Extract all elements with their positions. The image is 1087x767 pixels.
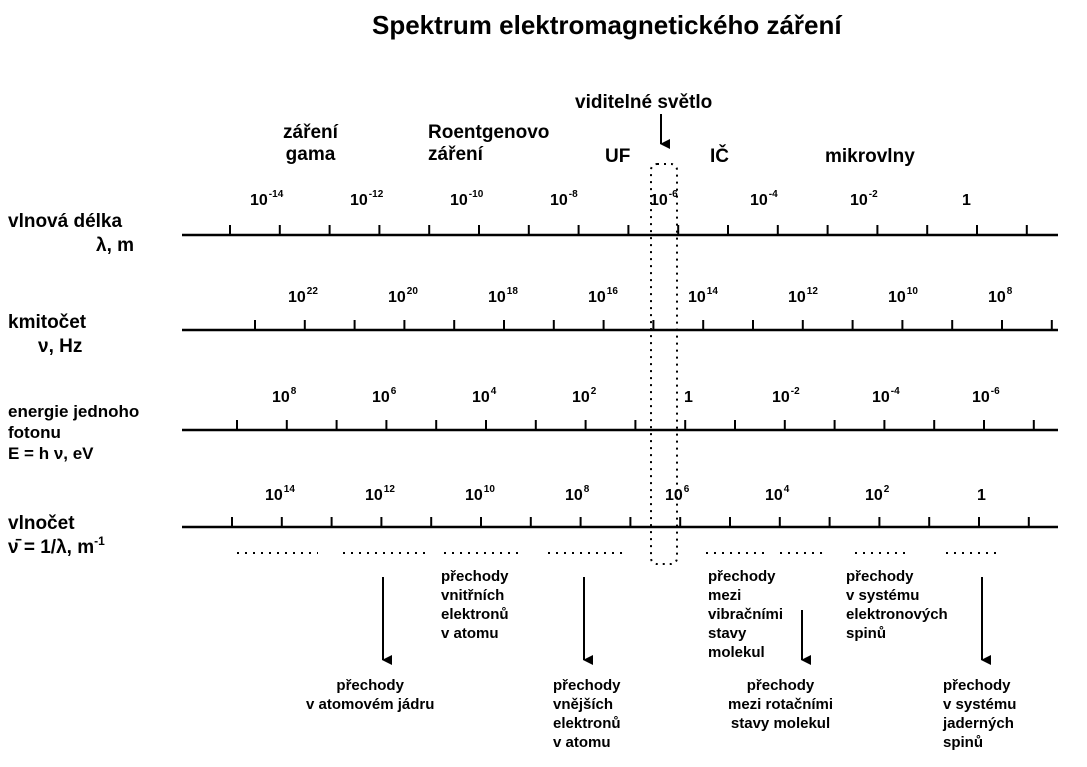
frequency-tick-base: 10: [288, 289, 306, 306]
wavenumber-tick-base: 10: [665, 487, 683, 504]
region-microwave: mikrovlny: [825, 146, 915, 167]
transition-inner-electrons: [441, 567, 509, 643]
energy-tick-exp: 2: [590, 386, 597, 397]
transition-inner-electrons-l2: vnitřních: [441, 587, 505, 604]
transition-outer-electrons-l2: vnějších: [553, 696, 614, 713]
frequency-tick-base: 10: [688, 289, 706, 306]
wavenumber-tick-label: [265, 484, 295, 504]
frequency-tick-label: [288, 286, 318, 306]
wavenumber-tick-exp: 12: [383, 484, 395, 495]
transition-inner-electrons-l1: přechody: [441, 568, 509, 585]
wavelength-tick-exp: -8: [568, 189, 578, 200]
frequency-tick-exp: 22: [306, 286, 318, 297]
wavelength-tick-label: [550, 189, 578, 209]
wavelength-tick-label: [650, 189, 678, 209]
transition-nuclear-spins-l2: v systému: [943, 696, 1017, 713]
transition-vibrational-l5: molekul: [708, 644, 765, 661]
wavelength-tick-label: [250, 189, 284, 209]
wavelength-tick-base: 10: [350, 192, 368, 209]
label-wavelength: [8, 210, 134, 258]
wavelength-tick-exp: -6: [668, 189, 678, 200]
wavelength-tick-base: 10: [750, 192, 768, 209]
frequency-tick-label: [588, 286, 618, 306]
region-gamma-line1: záření: [283, 122, 338, 143]
wavenumber-tick-base: 1: [977, 487, 986, 504]
energy-tick-base: 10: [872, 389, 890, 406]
frequency-tick-label: [388, 286, 418, 306]
wavelength-tick-label: [962, 193, 971, 209]
frequency-tick-exp: 16: [606, 286, 618, 297]
label-frequency-line2: ν, Hz: [38, 336, 83, 357]
wavenumber-tick-label: [465, 484, 495, 504]
label-wavenumber: [8, 512, 105, 560]
energy-tick-base: 10: [972, 389, 990, 406]
transition-electron-spins: [846, 567, 948, 643]
energy-tick-label: [372, 386, 397, 406]
wavenumber-tick-exp: 2: [883, 484, 890, 495]
region-gamma: [283, 122, 338, 166]
energy-tick-exp: -2: [790, 386, 800, 397]
wavelength-tick-base: 10: [650, 192, 668, 209]
label-energy-line3: E = h ν, eV: [8, 444, 94, 463]
frequency-tick-exp: 20: [406, 286, 418, 297]
transition-nucleus-l2: v atomovém jádru: [306, 696, 435, 713]
label-wavenumber-line2: [8, 536, 105, 560]
transition-vibrational-l1: přechody: [708, 568, 776, 585]
transition-vibrational-l2: mezi: [708, 587, 742, 604]
visible-light-label: viditelné světlo: [575, 92, 713, 113]
transition-nuclear-spins-l1: přechody: [943, 677, 1011, 694]
wavelength-tick-label: [750, 189, 778, 209]
label-frequency: [8, 311, 86, 359]
wavenumber-tick-base: 10: [465, 487, 483, 504]
wavenumber-tick-label: [665, 484, 690, 504]
wavenumber-tick-exp: 8: [583, 484, 590, 495]
wavenumber-tick-exp: 6: [683, 484, 690, 495]
energy-tick-base: 10: [572, 389, 590, 406]
wavelength-tick-label: [450, 189, 484, 209]
wavenumber-tick-base: 10: [365, 487, 383, 504]
energy-tick-exp: 6: [390, 386, 397, 397]
label-wavelength-line2: λ, m: [96, 235, 135, 256]
frequency-tick-label: [988, 286, 1013, 306]
wavenumber-tick-label: [865, 484, 890, 504]
energy-tick-exp: -6: [990, 386, 1000, 397]
energy-tick-base: 10: [472, 389, 490, 406]
frequency-tick-base: 10: [488, 289, 506, 306]
diagram-title: Spektrum elektromagnetického záření: [372, 10, 842, 40]
wavenumber-tick-base: 10: [865, 487, 883, 504]
region-xray-line2: záření: [428, 144, 483, 165]
transition-rotational-l3: stavy molekul: [730, 715, 831, 732]
transition-rotational-l2: mezi rotačními: [728, 696, 834, 713]
energy-tick-base: 10: [772, 389, 790, 406]
wavenumber-tick-base: 10: [265, 487, 283, 504]
label-energy-line1: energie jednoho: [8, 402, 140, 421]
wavelength-tick-exp: -10: [468, 189, 484, 200]
wavenumber-tick-label: [365, 484, 395, 504]
visible-light-band: [651, 164, 677, 564]
energy-tick-label: [572, 386, 597, 406]
transition-electron-spins-l3: elektronových: [846, 606, 948, 623]
energy-tick-label: [772, 386, 800, 406]
transition-nuclear-spins-l3: jaderných: [943, 715, 1014, 732]
wavenumber-tick-label: [977, 488, 986, 504]
wavenumber-tick-base: 10: [765, 487, 783, 504]
wavenumber-tick-exp: 10: [483, 484, 495, 495]
wavelength-tick-exp: -4: [768, 189, 778, 200]
transition-nuclear-spins: [943, 676, 1016, 752]
energy-tick-label: [472, 386, 497, 406]
wavelength-tick-label: [850, 189, 878, 209]
frequency-tick-base: 10: [788, 289, 806, 306]
transition-electron-spins-l2: v systému: [846, 587, 920, 604]
frequency-tick-label: [688, 286, 718, 306]
transition-nucleus: [306, 676, 434, 714]
energy-tick-label: [684, 390, 693, 406]
energy-tick-label: [972, 386, 1000, 406]
transition-nuclear-spins-l4: spinů: [943, 734, 983, 751]
energy-tick-exp: -4: [890, 386, 900, 397]
region-xray-line1: Roentgenovo: [428, 122, 550, 143]
transition-electron-spins-l1: přechody: [846, 568, 914, 585]
label-wavelength-line1: vlnová délka: [8, 211, 123, 232]
region-uv: UF: [605, 146, 631, 167]
label-wavenumber-sup: -1: [94, 534, 105, 548]
transition-vibrational-l3: vibračními: [708, 606, 784, 623]
wavelength-tick-base: 10: [250, 192, 268, 209]
frequency-tick-exp: 14: [706, 286, 718, 297]
transition-inner-electrons-l3: elektronů: [441, 606, 509, 623]
wavelength-tick-base: 1: [962, 192, 971, 209]
transition-vibrational: [708, 567, 783, 662]
transition-vibrational-l4: stavy: [708, 625, 747, 642]
transition-rotational-l1: přechody: [746, 677, 815, 694]
wavelength-tick-base: 10: [550, 192, 568, 209]
label-energy: [8, 401, 139, 464]
frequency-tick-base: 10: [588, 289, 606, 306]
transition-nucleus-l1: přechody: [336, 677, 404, 694]
wavelength-tick-label: [350, 189, 384, 209]
label-wavenumber-line2-text: ν̄ = 1/λ, m: [8, 537, 95, 558]
energy-tick-exp: 8: [290, 386, 297, 397]
region-ir: IČ: [710, 146, 729, 167]
frequency-tick-exp: 18: [506, 286, 518, 297]
wavelength-tick-exp: -2: [868, 189, 878, 200]
transition-rotational: [728, 676, 833, 733]
frequency-tick-exp: 10: [906, 286, 918, 297]
energy-tick-base: 1: [684, 389, 693, 406]
frequency-tick-exp: 12: [806, 286, 818, 297]
wavenumber-tick-label: [765, 484, 790, 504]
wavelength-tick-base: 10: [850, 192, 868, 209]
frequency-tick-label: [888, 286, 918, 306]
energy-tick-label: [272, 386, 297, 406]
transition-inner-electrons-l4: v atomu: [441, 625, 499, 642]
frequency-tick-base: 10: [388, 289, 406, 306]
energy-tick-base: 10: [372, 389, 390, 406]
wavenumber-tick-label: [565, 484, 590, 504]
region-gamma-line2: gama: [285, 144, 336, 165]
wavelength-tick-exp: -12: [368, 189, 384, 200]
transition-outer-electrons-l4: v atomu: [553, 734, 611, 751]
wavenumber-tick-exp: 14: [283, 484, 295, 495]
label-energy-line2: fotonu: [8, 423, 61, 442]
label-wavenumber-line1: vlnočet: [8, 513, 75, 534]
transition-outer-electrons: [553, 676, 621, 752]
transition-outer-electrons-l3: elektronů: [553, 715, 621, 732]
frequency-tick-base: 10: [988, 289, 1006, 306]
frequency-tick-exp: 8: [1006, 286, 1013, 297]
wavelength-tick-exp: -14: [268, 189, 284, 200]
label-frequency-line1: kmitočet: [8, 312, 87, 333]
transition-electron-spins-l4: spinů: [846, 625, 886, 642]
wavenumber-tick-exp: 4: [783, 484, 790, 495]
energy-tick-label: [872, 386, 900, 406]
frequency-tick-base: 10: [888, 289, 906, 306]
wavelength-tick-base: 10: [450, 192, 468, 209]
frequency-tick-label: [788, 286, 818, 306]
transition-outer-electrons-l1: přechody: [553, 677, 621, 694]
energy-tick-base: 10: [272, 389, 290, 406]
region-xray: [428, 122, 549, 166]
frequency-tick-label: [488, 286, 518, 306]
energy-tick-exp: 4: [490, 386, 497, 397]
wavenumber-tick-base: 10: [565, 487, 583, 504]
